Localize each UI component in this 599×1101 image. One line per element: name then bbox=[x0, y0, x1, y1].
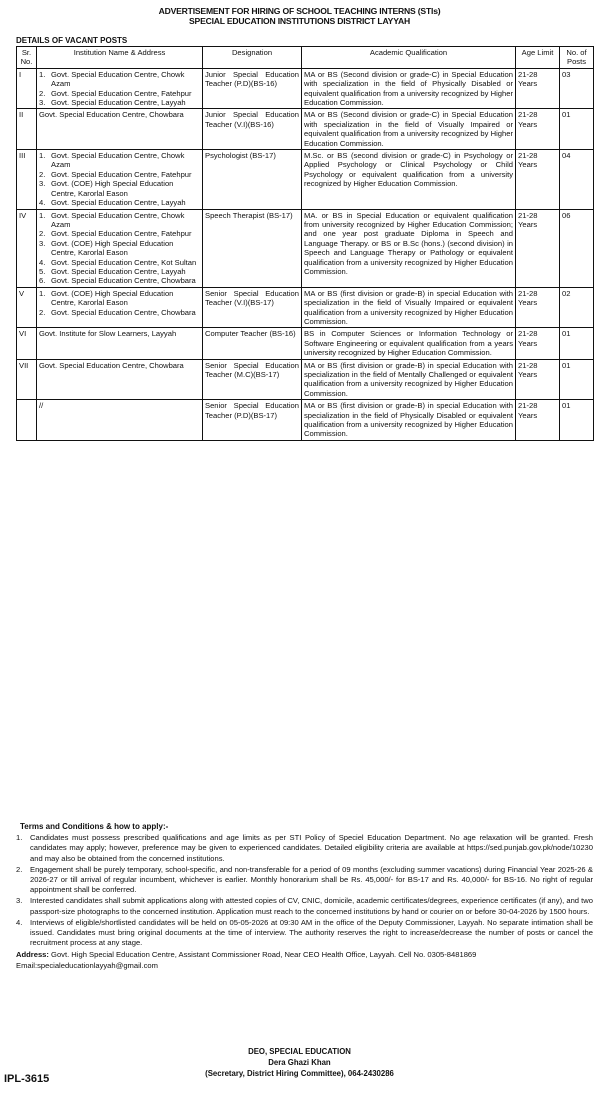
term-text: Engagement shall be purely temporary, school-specific, and non-transferable for a period of 09 months (excluding summer vacations) during Financial Year 2025-26 & 2026-27 or till arrival of regular incumbent, whichever is earlier. Monthly honorarium shall be Rs. 45,000/- for BS-17 and Rs. 40,000/- for BS-16. No right of regular appointment shall be conferred. bbox=[30, 864, 593, 895]
sr-cell: II bbox=[17, 109, 37, 150]
term-number: 1. bbox=[16, 833, 23, 843]
institution-item bbox=[39, 258, 200, 267]
posts-cell: 01 bbox=[560, 400, 594, 441]
qualification-cell: MA or BS (Second division or grade-C) in Special Education with specialization in the field of Visually Impaired or equivalent qualification from a university recognized by Higher Education Commission. bbox=[302, 109, 516, 150]
institution-item bbox=[39, 361, 200, 370]
sr-cell: III bbox=[17, 150, 37, 209]
institution-name: Govt. Special Education Centre, Fatehpur bbox=[51, 88, 192, 98]
qualification-cell: MA or BS (first division or grade-B) in special Education with specialization in the field of Visually Impaired or equivalent qualification from a university recognized by Higher Education Commission. bbox=[302, 287, 516, 328]
details-label: DETAILS OF VACANT POSTS bbox=[16, 36, 128, 45]
institution-name: Govt. Special Education Centre, Chowk Azam bbox=[51, 210, 185, 229]
institution-item bbox=[39, 289, 200, 308]
address-line bbox=[16, 950, 593, 960]
institution-item bbox=[39, 229, 200, 238]
term-number: 4. bbox=[16, 917, 23, 927]
term-item bbox=[16, 896, 593, 916]
institution-name: Govt. Special Education Centre, Chowbara bbox=[51, 276, 196, 286]
sr-cell: IV bbox=[17, 209, 37, 287]
sr-cell: VII bbox=[17, 359, 37, 400]
institution-number: 6. bbox=[39, 276, 46, 286]
institution-item bbox=[39, 308, 200, 317]
col-header-designation: Designation bbox=[203, 47, 302, 69]
table-header-row bbox=[17, 47, 594, 69]
posts-cell: 01 bbox=[560, 109, 594, 150]
age-cell: 21-28 Years bbox=[516, 287, 560, 328]
qualification-cell: BS in Computer Sciences or Information Technology or Software Engineering or equivalent qualification from a years university recognized by Higher Education Commission. bbox=[302, 328, 516, 359]
designation-cell: Computer Teacher (BS-16) bbox=[203, 328, 302, 359]
age-cell: 21-28 Years bbox=[516, 150, 560, 209]
institution-item bbox=[39, 198, 200, 207]
terms-list bbox=[16, 833, 593, 948]
table-row bbox=[17, 359, 594, 400]
term-number: 3. bbox=[16, 896, 23, 906]
institution-item bbox=[39, 170, 200, 179]
institution-cell bbox=[37, 68, 203, 109]
institution-name: Govt. Institute for Slow Learners, Layyah bbox=[39, 329, 177, 339]
ipl-number: IPL-3615 bbox=[4, 1073, 50, 1085]
age-cell: 21-28 Years bbox=[516, 400, 560, 441]
col-header-institution: Institution Name & Address bbox=[37, 47, 203, 69]
col-header-posts: No. of Posts bbox=[560, 47, 594, 69]
term-number: 2. bbox=[16, 864, 23, 874]
institution-item bbox=[39, 276, 200, 285]
institution-name: Govt. Special Education Centre, Kot Sultan bbox=[51, 257, 197, 267]
institution-name: Govt. Special Education Centre, Fatehpur bbox=[51, 229, 192, 239]
term-text: Interested candidates shall submit applications along with attested copies of CV, CNIC, domicile, academic certificates/degrees, experience certificates (if any), and two passport-size photographs to the concerned institution. Application must reach to the concerned institutions by hand or courier on or before 30-04-2026 by 1500 hours. bbox=[30, 896, 593, 916]
institution-cell bbox=[37, 359, 203, 400]
designation-cell: Senior Special Education Teacher (P.D)(BS-17) bbox=[203, 400, 302, 441]
posts-cell: 01 bbox=[560, 359, 594, 400]
signature-block bbox=[0, 1046, 599, 1079]
institution-cell bbox=[37, 150, 203, 209]
institution-name: Govt. Special Education Centre, Layyah bbox=[51, 98, 186, 108]
table-row bbox=[17, 209, 594, 287]
terms-section bbox=[16, 822, 593, 971]
institution-item bbox=[39, 329, 200, 338]
institution-number: 2. bbox=[39, 307, 46, 317]
designation-cell: Speech Therapist (BS-17) bbox=[203, 209, 302, 287]
title-line-2: SPECIAL EDUCATION INSTITUTIONS DISTRICT LAYYAH bbox=[189, 16, 410, 26]
institution-name: Govt. (COE) High Special Education Centre, Karorlal Eason bbox=[51, 238, 174, 258]
institution-number: 5. bbox=[39, 266, 46, 276]
institution-number: 3. bbox=[39, 98, 46, 108]
designation-cell: Junior Special Education Teacher (V.I)(BS-16) bbox=[203, 109, 302, 150]
institution-number: 2. bbox=[39, 169, 46, 179]
institution-name: Govt. (COE) High Special Education Centre, Karorlal Eason bbox=[51, 179, 174, 198]
address-text: Govt. High Special Education Centre, Assistant Commissioner Road, Near CEO Health Office, Layyah. Cell No. 0305-8481869 bbox=[51, 950, 477, 960]
institution-item bbox=[39, 98, 200, 107]
institution-name: Govt. Special Education Centre, Layyah bbox=[51, 198, 186, 208]
designation-cell: Senior Special Education Teacher (V.I)(BS-17) bbox=[203, 287, 302, 328]
vacant-posts-table bbox=[16, 46, 594, 441]
signature-role: (Secretary, District Hiring Committee), 064-2430286 bbox=[205, 1069, 394, 1078]
table-row bbox=[17, 68, 594, 109]
institution-item bbox=[39, 267, 200, 276]
table-row bbox=[17, 287, 594, 328]
term-item bbox=[16, 918, 593, 949]
institution-item bbox=[39, 239, 200, 258]
institution-name: Govt. Special Education Centre, Chowk Azam bbox=[51, 69, 185, 89]
institution-cell bbox=[37, 400, 203, 441]
title-line-1: ADVERTISEMENT FOR HIRING OF SCHOOL TEACHING INTERNS (STIs) bbox=[158, 6, 441, 16]
terms-heading: Terms and Conditions & how to apply:- bbox=[20, 822, 169, 831]
institution-name: Govt. Special Education Centre, Layyah bbox=[51, 266, 186, 276]
institution-number: 4. bbox=[39, 257, 46, 267]
institution-item bbox=[39, 70, 200, 89]
age-cell: 21-28 Years bbox=[516, 109, 560, 150]
sr-cell: VI bbox=[17, 328, 37, 359]
institution-number: 4. bbox=[39, 198, 46, 208]
institution-cell bbox=[37, 328, 203, 359]
institution-number: 2. bbox=[39, 88, 46, 98]
institution-item bbox=[39, 179, 200, 198]
institution-number: 1. bbox=[39, 69, 46, 79]
designation-cell: Junior Special Education Teacher (P.D)(BS-16) bbox=[203, 68, 302, 109]
table-row bbox=[17, 150, 594, 209]
institution-number: 1. bbox=[39, 210, 46, 220]
institution-item bbox=[39, 110, 200, 119]
institution-name: Govt. Special Education Centre, Chowbara bbox=[39, 360, 184, 370]
term-text: Candidates must possess prescribed qualifications and age limits as per STI Policy of Speciel Education Department. No age relaxation will be granted. Fresh candidates may apply; however, preference may be given to experienced candidates. Detailed eligibility criteria are available at https://sed.punjab.gov.pk/node/10230 and may also be obtained from the concerned institutions. bbox=[30, 833, 593, 863]
institution-name: Govt. (COE) High Special Education Centre, Karorlal Eason bbox=[51, 288, 174, 308]
col-header-age: Age Limit bbox=[516, 47, 560, 69]
term-text: Interviews of eligible/shortlisted candidates will be held on 05-05-2026 at 09:30 AM in the office of the Deputy Commissioner, Layyah. No separate intimation shall be issued. Candidates must bring original documents at the time of interview. The authority reserves the right to increase/decrease the number of posts or cancel the recruitment process at any stage. bbox=[30, 917, 593, 948]
col-header-qualification: Academic Qualification bbox=[302, 47, 516, 69]
institution-number: 1. bbox=[39, 151, 46, 161]
institution-cell bbox=[37, 287, 203, 328]
signature-title: DEO, SPECIAL EDUCATION bbox=[248, 1047, 351, 1056]
posts-cell: 02 bbox=[560, 287, 594, 328]
table-body bbox=[17, 68, 594, 440]
table-row bbox=[17, 328, 594, 359]
institution-cell bbox=[37, 209, 203, 287]
institution-item bbox=[39, 151, 200, 170]
sr-cell bbox=[17, 400, 37, 441]
institution-name: Govt. Special Education Centre, Chowbara bbox=[39, 110, 184, 120]
qualification-cell: MA. or BS in Special Education or equivalent qualification from university recognized by Higher Education Commission; and one year post graduate Diploma in Speech and Language Therapy. or BS or B.Sc (hons.) (second division) in Speech and Language Therapy or Pathology or equivalent qualification from a university recognized by Higher Education Commission. bbox=[302, 209, 516, 287]
term-item bbox=[16, 833, 593, 864]
institution-item bbox=[39, 401, 200, 410]
institution-cell bbox=[37, 109, 203, 150]
institution-number: 3. bbox=[39, 179, 46, 189]
institution-name: Govt. Special Education Centre, Chowbara bbox=[51, 307, 196, 317]
qualification-cell: MA or BS (Second division or grade-C) in Special Education with specialization in the field of Physically Disabled or equivalent qualification from a university recognized by Higher Education Commission. bbox=[302, 68, 516, 109]
qualification-cell: MA or BS (first division or grade-B) in special Education with specialization in the field of Mentally Challenged or equivalent qualification from a university recognized by Higher Education Commission. bbox=[302, 359, 516, 400]
advertisement-title bbox=[0, 0, 599, 26]
institution-item bbox=[39, 89, 200, 98]
posts-cell: 06 bbox=[560, 209, 594, 287]
institution-name: Govt. Special Education Centre, Fatehpur bbox=[51, 169, 192, 179]
institution-name: Govt. Special Education Centre, Chowk Azam bbox=[51, 151, 185, 170]
address-label: Address: bbox=[16, 950, 49, 960]
term-item bbox=[16, 865, 593, 896]
institution-number: 1. bbox=[39, 288, 46, 298]
email-line: Email:specialeducationlayyah@gmail.com bbox=[16, 960, 158, 970]
qualification-cell: M.Sc. or BS (second division or grade-C) in Psychology or Applied Psychology or Clinical Psychology or Child Psychology or equivalent qualification from a university recognized by Higher Education Commission. bbox=[302, 150, 516, 209]
table-row bbox=[17, 400, 594, 441]
designation-cell: Senior Special Education Teacher (M.C)(BS-17) bbox=[203, 359, 302, 400]
age-cell: 21-28 Years bbox=[516, 328, 560, 359]
designation-cell: Psychologist (BS-17) bbox=[203, 150, 302, 209]
posts-cell: 03 bbox=[560, 68, 594, 109]
signature-location: Dera Ghazi Khan bbox=[268, 1058, 331, 1067]
age-cell: 21-28 Years bbox=[516, 209, 560, 287]
col-header-sr: Sr. No. bbox=[17, 47, 37, 69]
institution-item bbox=[39, 211, 200, 230]
qualification-cell: MA or BS (first division or grade-B) in special Education with specialization in the field of Physically Disabled or equivalent qualification from a university recognized by Higher Education Commission. bbox=[302, 400, 516, 441]
age-cell: 21-28 Years bbox=[516, 68, 560, 109]
age-cell: 21-28 Years bbox=[516, 359, 560, 400]
sr-cell: V bbox=[17, 287, 37, 328]
posts-cell: 01 bbox=[560, 328, 594, 359]
institution-number: 2. bbox=[39, 229, 46, 239]
sr-cell: I bbox=[17, 68, 37, 109]
institution-name: // bbox=[39, 401, 44, 411]
posts-cell: 04 bbox=[560, 150, 594, 209]
table-row bbox=[17, 109, 594, 150]
institution-number: 3. bbox=[39, 238, 46, 248]
